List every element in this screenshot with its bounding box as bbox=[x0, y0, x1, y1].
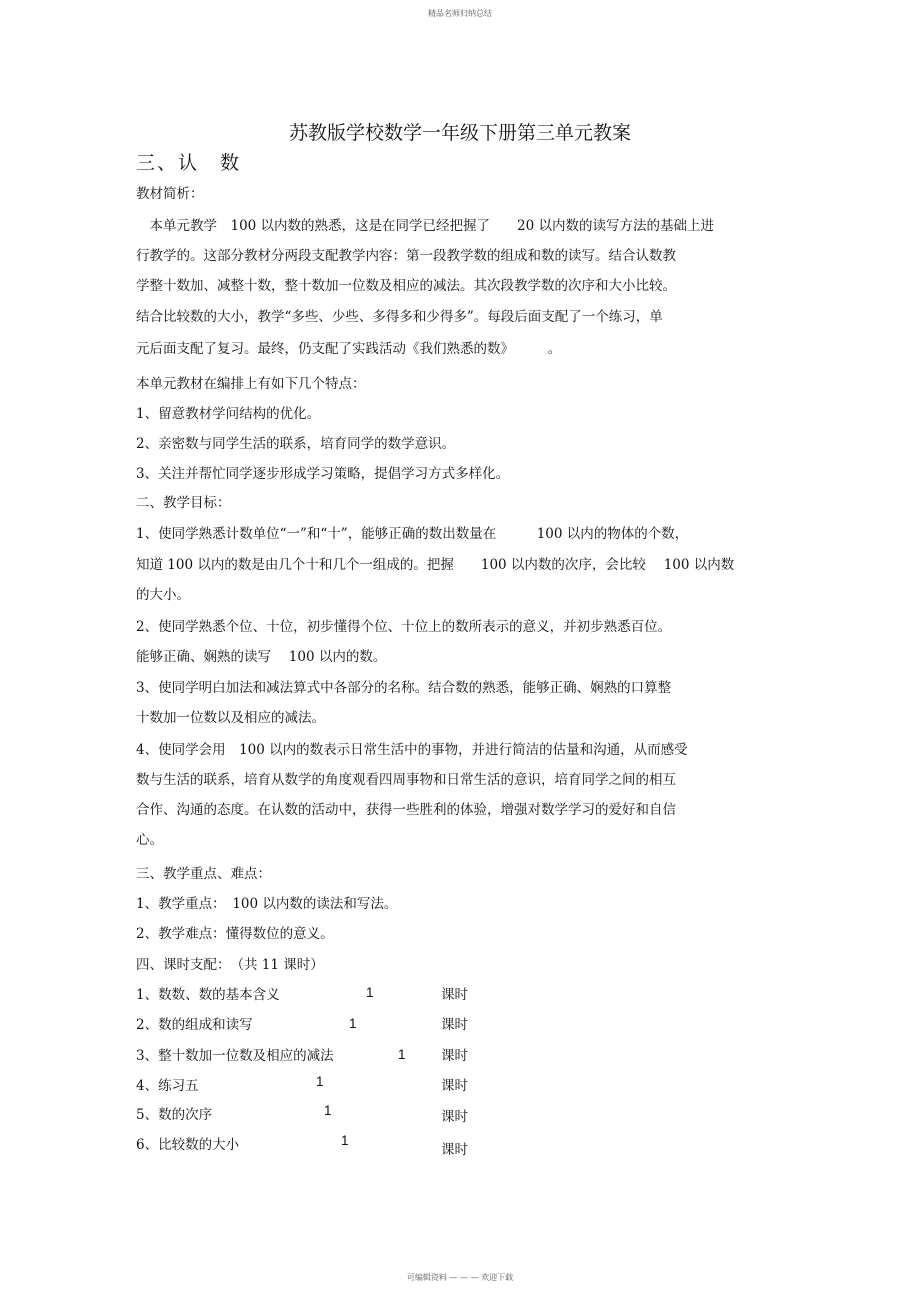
schedule-item-name: 1、数数、数的基本含义 bbox=[136, 987, 280, 1003]
schedule-item-unit: 课时 bbox=[441, 987, 468, 1003]
goal-line: 知道 100 以内的数是由几个十和几个一组成的。把握 100 以内数的次序，会比较 100 以内数 bbox=[136, 557, 735, 573]
document-title: 苏教版学校数学一年级下册第三单元教案 bbox=[288, 122, 631, 144]
analysis-line: 元后面支配了复习。最终，仍支配了实践活动《我们熟悉的数》 。 bbox=[136, 341, 562, 357]
feature-item: 2、亲密数与同学生活的联系，培育同学的数学意识。 bbox=[136, 436, 456, 452]
footer-note: 可编辑资料 — — — 欢迎下载 bbox=[406, 1273, 514, 1282]
goals-heading: 二、教学目标： bbox=[136, 495, 231, 511]
goal-line: 合作、沟通的态度。在认数的活动中，获得一些胜利的体验，增强对数学学习的爱好和自信 bbox=[136, 802, 676, 818]
schedule-item-name: 5、数的次序 bbox=[136, 1107, 213, 1123]
goal-line: 十数加一位数以及相应的减法。 bbox=[136, 710, 325, 726]
schedule-item-unit: 课时 bbox=[441, 1048, 468, 1064]
goal-line: 数与生活的联系，培育从数学的角度观看四周事物和日常生活的意识，培育同学之间的相互 bbox=[136, 772, 676, 788]
schedule-item-name: 4、练习五 bbox=[136, 1078, 199, 1094]
goal-line: 3、使同学明白加法和减法算式中各部分的名称。结合数的熟悉，能够正确、娴熟的口算整 bbox=[136, 680, 672, 696]
features-intro: 本单元教材在编排上有如下几个特点： bbox=[136, 376, 366, 392]
analysis-line: 行教学的。这部分教材分两段支配教学内容：第一段教学数的组成和数的读写。结合认数教 bbox=[136, 248, 676, 264]
schedule-item-hours: 1 bbox=[341, 1133, 349, 1148]
goal-line: 2、使同学熟悉个位、十位，初步懂得个位、十位上的数所表示的意义，并初步熟悉百位。 bbox=[136, 619, 672, 635]
section-heading: 三、认 数 bbox=[136, 152, 242, 174]
feature-item: 1、留意教材学问结构的优化。 bbox=[136, 406, 321, 422]
analysis-heading: 教材简析： bbox=[136, 186, 204, 202]
goal-line: 4、使同学会用 100 以内的数表示日常生活中的事物，并进行简洁的估量和沟通，从而感受 bbox=[136, 742, 688, 758]
analysis-line: 本单元教学 100 以内数的熟悉，这是在同学已经把握了 20 以内数的读写方法的基础上进 bbox=[136, 218, 715, 234]
header-note: 精品名师归纳总结 bbox=[428, 9, 492, 18]
schedule-item-unit: 课时 bbox=[441, 1109, 468, 1125]
schedule-item-hours: 1 bbox=[349, 1016, 357, 1031]
goal-line: 能够正确、娴熟的读写 100 以内的数。 bbox=[136, 649, 387, 665]
schedule-heading: 四、课时支配： （共 11 课时） bbox=[136, 957, 324, 973]
analysis-line: 学整十数加、减整十数，整十数加一位数及相应的减法。其次段教学数的次序和大小比较。 bbox=[136, 278, 676, 294]
schedule-item-hours: 1 bbox=[398, 1047, 406, 1062]
schedule-item-name: 6、比较数的大小 bbox=[136, 1137, 240, 1153]
key-point-item: 2、教学难点：懂得数位的意义。 bbox=[136, 926, 334, 942]
schedule-item-unit: 课时 bbox=[441, 1078, 468, 1094]
goal-line: 的大小。 bbox=[136, 587, 190, 603]
goal-line: 心。 bbox=[136, 832, 163, 848]
feature-item: 3、关注并帮忙同学逐步形成学习策略，提倡学习方式多样化。 bbox=[136, 466, 510, 482]
schedule-item-hours: 1 bbox=[316, 1074, 324, 1089]
analysis-line: 结合比较数的大小，教学“多些、少些、多得多和少得多”。每段后面支配了一个练习，单 bbox=[136, 309, 663, 325]
key-points-heading: 三、教学重点、难点： bbox=[136, 866, 271, 882]
schedule-item-name: 3、整十数加一位数及相应的减法 bbox=[136, 1048, 334, 1064]
schedule-item-unit: 课时 bbox=[441, 1017, 468, 1033]
schedule-item-hours: 1 bbox=[324, 1103, 332, 1118]
schedule-item-hours: 1 bbox=[366, 985, 374, 1000]
key-point-item: 1、教学重点： 100 以内数的读法和写法。 bbox=[136, 896, 398, 912]
schedule-item-unit: 课时 bbox=[441, 1142, 468, 1158]
goal-line: 1、使同学熟悉计数单位“一”和“十”，能够正确的数出数量在 100 以内的物体的个数， bbox=[136, 526, 689, 542]
schedule-item-name: 2、数的组成和读写 bbox=[136, 1017, 253, 1033]
